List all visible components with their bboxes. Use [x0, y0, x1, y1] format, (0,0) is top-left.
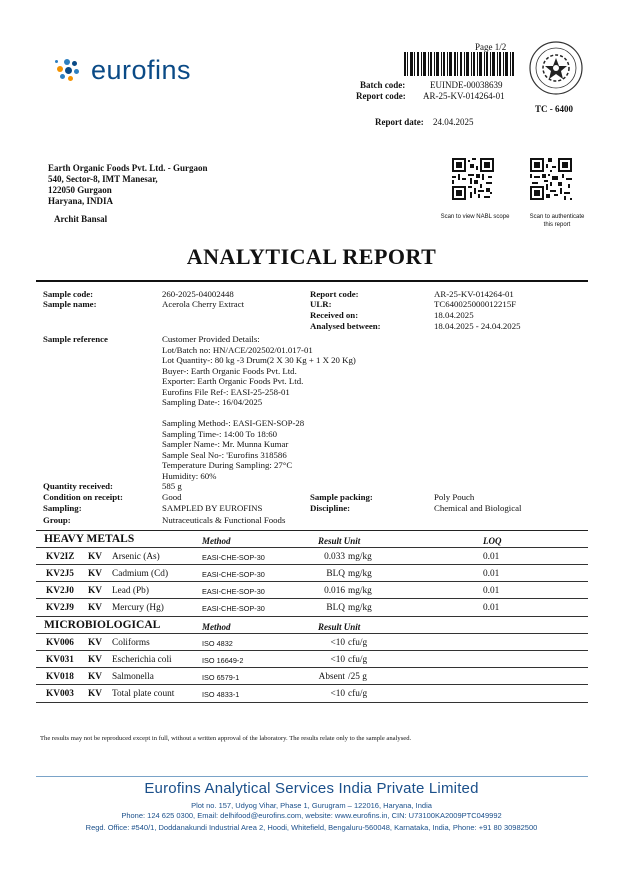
reference-line: Sampler Name-: Mr. Munna Kumar: [162, 439, 289, 449]
reference-line: Humidity: 60%: [162, 470, 217, 481]
row-lab: KV: [88, 569, 102, 579]
table-row: [36, 564, 588, 582]
heavy-metals-method-header: Method: [202, 536, 231, 546]
reference-line-blank: [162, 408, 356, 419]
condition-value: Good: [162, 492, 182, 502]
row-parameter: Escherichia coli: [112, 655, 172, 665]
row-parameter: Total plate count: [112, 689, 175, 699]
row-lab: KV: [88, 603, 102, 613]
row-code: KV2J0: [46, 586, 74, 596]
row-result: 0.016: [324, 586, 345, 596]
row-parameter: Mercury (Hg): [112, 603, 164, 613]
heavy-metals-result-header: Result Unit: [318, 536, 361, 546]
micro-result-header: Result Unit: [318, 622, 361, 632]
group-value: Nutraceuticals & Functional Foods: [162, 515, 286, 525]
footer-company: Eurofins Analytical Services India Private Limited: [144, 780, 479, 797]
row-unit: mg/kg: [348, 586, 372, 596]
reference-line: Customer Provided Details:: [162, 334, 260, 344]
sampling-label: Sampling:: [43, 503, 82, 513]
ulr-value: TC640025000012215F: [434, 299, 517, 309]
row-method: EASI-CHE-SOP-30: [202, 604, 265, 613]
sampling-value: SAMPLED BY EUROFINS: [162, 503, 263, 513]
table-row: [36, 547, 588, 565]
disclaimer-text: The results may not be reproduced except in full, without a written approval of the laboratory. The results relate only to the sample analysed.: [40, 735, 412, 742]
table-row: [36, 598, 588, 617]
reference-line: Lot/Batch no: HN/ACE/202502/01.017-01: [162, 344, 313, 355]
report-code-value-2: AR-25-KV-014264-01: [434, 289, 514, 299]
packing-value: Poly Pouch: [434, 492, 475, 502]
nabl-qr-caption: Scan to view NABL scope: [440, 214, 510, 220]
row-result: Absent: [318, 672, 345, 682]
row-code: KV031: [46, 655, 74, 665]
auth-qr-caption-1: Scan to authenticate: [529, 214, 585, 220]
row-result: <10: [330, 689, 345, 699]
row-parameter: Coliforms: [112, 638, 150, 648]
eurofins-logo: [55, 56, 191, 84]
row-parameter: Cadmium (Cd): [112, 569, 169, 579]
packing-label: Sample packing:: [310, 492, 373, 502]
row-unit: cfu/g: [348, 689, 368, 699]
footer-contact: Phone: 124 625 0300, Email: delhifood@eurofins.com, website: www.eurofins.in, CIN: U73100KA2009PTC049992: [121, 811, 502, 820]
sample-name-label: Sample name:: [43, 299, 97, 309]
row-method: EASI-CHE-SOP-30: [202, 570, 265, 579]
row-code: KV018: [46, 672, 74, 682]
table-row: [36, 650, 588, 668]
micro-method-header: Method: [202, 622, 231, 632]
row-code: KV2IZ: [46, 552, 75, 562]
row-loq: 0.01: [483, 569, 500, 579]
heavy-metals-loq-header: LOQ: [483, 536, 502, 546]
tc-number: TC - 6400: [535, 104, 573, 114]
micro-title: MICROBIOLOGICAL: [44, 619, 161, 631]
nabl-qr-code: [452, 158, 494, 200]
row-lab: KV: [88, 586, 102, 596]
row-parameter: Lead (Pb): [112, 586, 149, 596]
discipline-value: Chemical and Biological: [434, 503, 522, 513]
row-lab: KV: [88, 672, 102, 682]
row-loq: 0.01: [483, 552, 500, 562]
title-divider: [36, 280, 588, 282]
discipline-label: Discipline:: [310, 503, 351, 513]
condition-label: Condition on receipt:: [43, 492, 123, 502]
received-value: 18.04.2025: [434, 310, 474, 320]
heavy-metals-top-rule: [36, 530, 588, 531]
footer-address: Plot no. 157, Udyog Vihar, Phase 1, Gurugram – 122016, Haryana, India: [191, 801, 432, 810]
row-lab: KV: [88, 689, 102, 699]
row-method: ISO 4833-1: [202, 690, 240, 699]
analysed-value: 18.04.2025 - 24.04.2025: [434, 321, 521, 331]
reference-line: Buyer-: Earth Organic Foods Pvt. Ltd.: [162, 365, 297, 376]
reference-line: Sampling Date-: 16/04/2025: [162, 397, 263, 407]
auth-qr-caption-2: this report: [543, 222, 571, 228]
batch-code-label: Batch code:: [360, 80, 406, 90]
address-line-3: 122050 Gurgaon: [48, 185, 112, 195]
batch-code-value: EUINDE-00038639: [430, 80, 503, 90]
row-lab: KV: [88, 638, 102, 648]
quantity-label: Quantity received:: [43, 481, 113, 491]
nabl-seal-icon: [528, 40, 584, 96]
row-result: BLQ: [326, 569, 345, 579]
reference-line: Temperature During Sampling: 27°C: [162, 460, 293, 470]
row-unit: mg/kg: [348, 603, 372, 613]
table-row: [36, 667, 588, 685]
row-method: EASI-CHE-SOP-30: [202, 587, 265, 596]
logo-text: eurofins: [91, 54, 192, 85]
report-code-label-2: Report code:: [310, 289, 359, 299]
heavy-metals-title: HEAVY METALS: [44, 533, 135, 545]
row-result: <10: [330, 655, 345, 665]
sample-name-value: Acerola Cherry Extract: [162, 299, 245, 309]
group-label: Group:: [43, 515, 71, 525]
row-code: KV2J5: [46, 569, 74, 579]
analysed-label: Analysed between:: [310, 321, 381, 331]
report-date-value: 24.04.2025: [433, 117, 474, 127]
row-code: KV006: [46, 638, 74, 648]
barcode-image: [404, 52, 516, 76]
table-row: [36, 684, 588, 703]
sample-reference-block: [162, 334, 356, 481]
page-number: Page 1/2: [475, 42, 507, 52]
row-unit: cfu/g: [348, 655, 368, 665]
row-lab: KV: [88, 552, 102, 562]
row-result: 0.033: [324, 552, 345, 562]
row-code: KV003: [46, 689, 74, 699]
reference-line: Sampling Method-: EASI-GEN-SOP-28: [162, 418, 305, 428]
table-row: [36, 633, 588, 651]
row-unit: /25 g: [348, 672, 367, 682]
ulr-label: ULR:: [310, 299, 332, 309]
reference-line: Eurofins File Ref-: EASI-25-258-01: [162, 386, 290, 397]
row-unit: cfu/g: [348, 638, 368, 648]
row-result: <10: [330, 638, 345, 648]
row-unit: mg/kg: [348, 552, 372, 562]
footer-divider: [36, 776, 588, 777]
report-code-label: Report code:: [356, 91, 406, 101]
contact-name: Archit Bansal: [54, 214, 108, 224]
authenticate-qr-code: [530, 158, 572, 200]
table-row: [36, 581, 588, 599]
row-parameter: Arsenic (As): [112, 552, 160, 562]
address-line-1: Earth Organic Foods Pvt. Ltd. - Gurgaon: [48, 163, 208, 173]
row-method: EASI-CHE-SOP-30: [202, 553, 265, 562]
sample-code-label: Sample code:: [43, 289, 94, 299]
row-method: ISO 4832: [202, 639, 233, 648]
reference-line: Sampling Time-: 14:00 To 18:60: [162, 428, 278, 439]
row-loq: 0.01: [483, 586, 500, 596]
sample-code-value: 260-2025-04002448: [162, 289, 234, 299]
report-code-value: AR-25-KV-014264-01: [423, 91, 505, 101]
row-loq: 0.01: [483, 603, 500, 613]
logo-dots-icon: [55, 56, 85, 84]
reference-line: Exporter: Earth Organic Foods Pvt. Ltd.: [162, 376, 304, 386]
row-unit: mg/kg: [348, 569, 372, 579]
received-label: Received on:: [310, 310, 359, 320]
row-lab: KV: [88, 655, 102, 665]
reference-line: Sample Seal No-: 'Eurofins 318586: [162, 449, 287, 460]
address-line-2: 540, Sector-8, IMT Manesar,: [48, 174, 158, 184]
reference-line: Lot Quantity-: 80 kg -3 Drum(2 X 30 Kg + 1 X 20 Kg): [162, 355, 356, 365]
address-line-4: Haryana, INDIA: [48, 196, 114, 206]
row-code: KV2J9: [46, 603, 74, 613]
row-method: ISO 16649-2: [202, 656, 244, 665]
row-result: BLQ: [326, 603, 345, 613]
row-method: ISO 6579-1: [202, 673, 240, 682]
sample-reference-label: Sample reference: [43, 334, 108, 344]
quantity-value: 585 g: [162, 481, 182, 491]
report-title: ANALYTICAL REPORT: [186, 244, 437, 269]
row-parameter: Salmonella: [112, 672, 154, 682]
report-date-label: Report date:: [375, 117, 424, 127]
footer-regd-office: Regd. Office: #540/1, Doddanakundi Industrial Area 2, Hoodi, Whitefield, Bengaluru-560048, Karnataka, India, Phone: +91 80 30982500: [85, 823, 538, 832]
